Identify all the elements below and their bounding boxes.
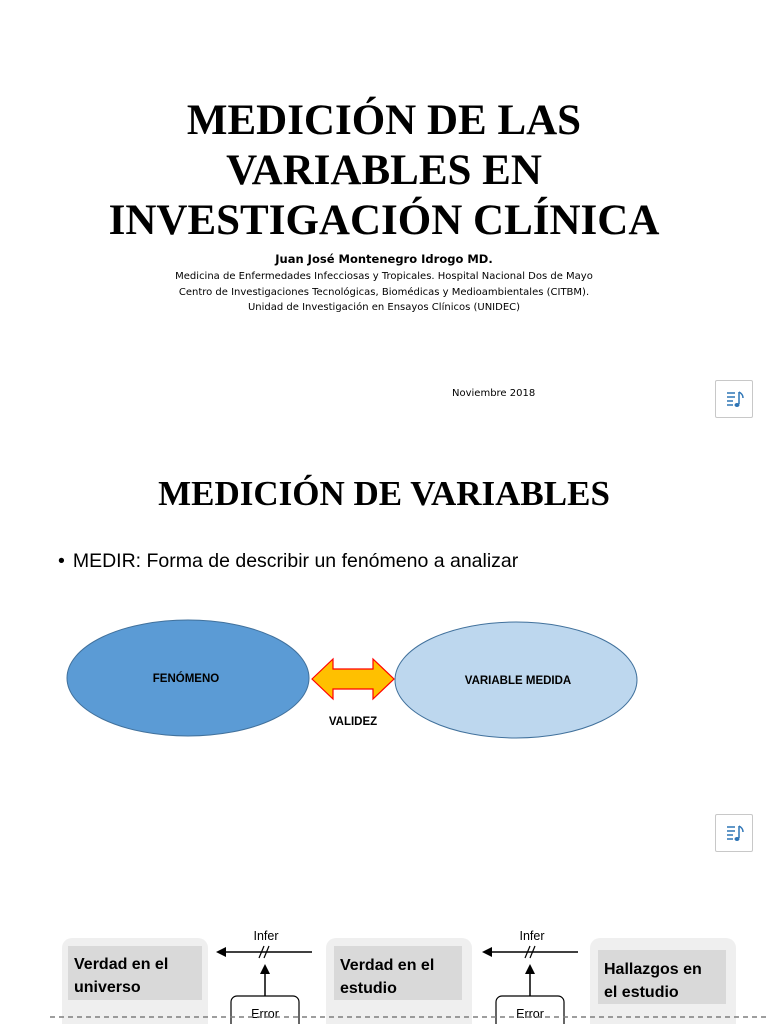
study-label-line-2: estudio [340, 980, 397, 997]
speaker-notes-icon [716, 381, 752, 417]
affiliation-2: Centro de Investigaciones Tecnológicas, Biomédicas y Medioambientales (CITBM). [178, 286, 590, 298]
affiliation-3: Unidad de Investigación en Ensayos Clínicos (UNIDEC) [247, 302, 521, 313]
arrow-up-icon [260, 964, 270, 974]
validity-diagram [0, 610, 768, 750]
universe-label-line-2: universo [74, 979, 141, 996]
findings-label-line-1: Hallazgos en [604, 961, 702, 978]
bullet-text: MEDIR: Forma de describir un fenómeno a analizar [72, 550, 519, 572]
inference-slide [0, 880, 768, 1024]
error-label-2: Error [516, 1007, 544, 1021]
author-name: Juan José Montenegro Idrogo MD. [275, 252, 493, 266]
double-arrow-icon [312, 659, 394, 699]
speaker-notes-button[interactable] [715, 380, 753, 418]
phenomenon-label: FENÓMENO [152, 673, 220, 685]
infer-label-2: Infer [519, 929, 545, 943]
title-line-1: MEDICIÓN DE LAS [186, 97, 582, 144]
title-line-2: VARIABLES EN [226, 147, 542, 194]
affiliations [0, 269, 768, 316]
arrow-left-icon [216, 947, 226, 957]
speaker-notes-icon [716, 815, 752, 851]
study-label-line-1: Verdad en el [340, 957, 435, 974]
bullet-item [58, 550, 518, 573]
infer-label-1: Infer [253, 929, 279, 943]
error-label-1: Error [251, 1007, 279, 1021]
title-slide [0, 0, 768, 440]
inference-diagram [0, 880, 768, 1024]
slide-title: MEDICIÓN DE VARIABLES [158, 474, 610, 513]
content-slide [0, 440, 768, 880]
affiliation-1: Medicina de Enfermedades Infecciosas y Tropicales. Hospital Nacional Dos de Mayo [175, 271, 593, 282]
presentation-date: Noviembre 2018 [452, 388, 536, 399]
arrow-left-icon [482, 947, 492, 957]
speaker-notes-button[interactable] [715, 814, 753, 852]
findings-label-line-2: el estudio [604, 984, 679, 1001]
validity-label: VALIDEZ [328, 716, 378, 728]
universe-label-line-1: Verdad en el [74, 956, 169, 973]
measured-variable-label: VARIABLE MEDIDA [464, 675, 572, 687]
slide-title [0, 96, 768, 246]
arrow-up-icon [525, 964, 535, 974]
bullet-dot: • [58, 550, 65, 572]
title-line-3: INVESTIGACIÓN CLÍNICA [108, 197, 660, 244]
